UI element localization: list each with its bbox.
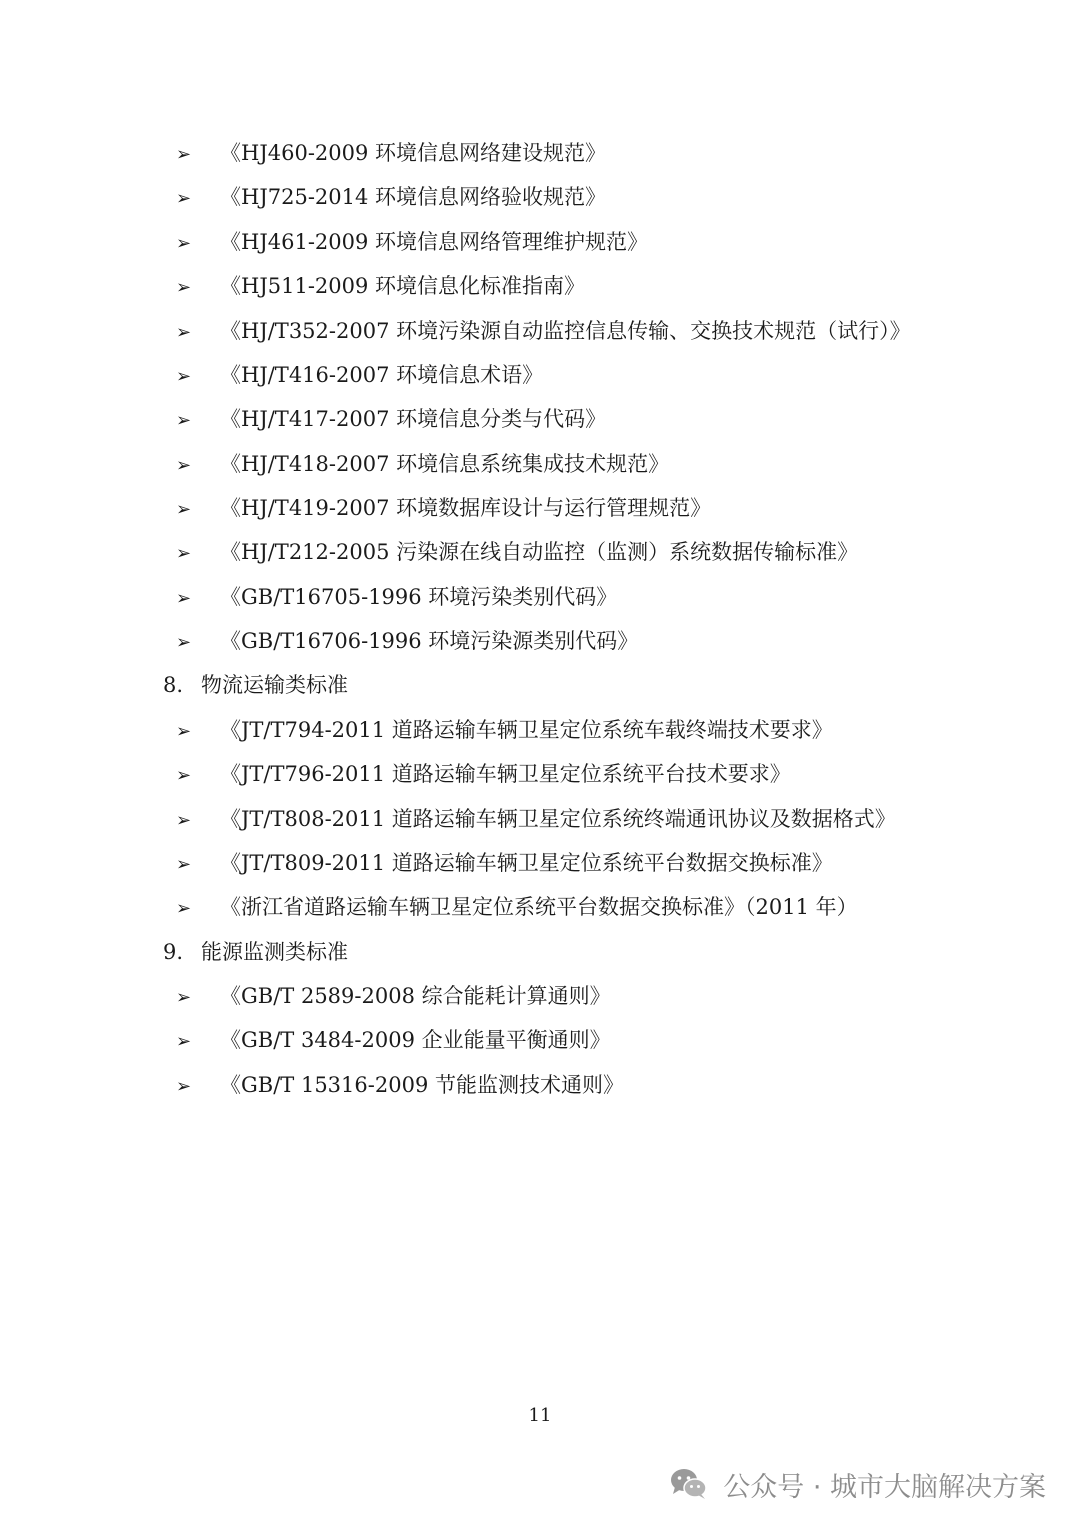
- watermark: [669, 1462, 1046, 1506]
- list-item: [176, 892, 858, 922]
- bullet-arrow-icon: ➢: [176, 366, 192, 387]
- section-number: 9.: [163, 940, 184, 964]
- bullet-arrow-icon: ➢: [176, 455, 192, 476]
- bullet-arrow-icon: ➢: [176, 188, 192, 209]
- page-number: 11: [528, 1405, 552, 1426]
- list-item-text: 《GB/T 3484-2009 企业能量平衡通则》: [220, 1028, 611, 1052]
- section-title: 能源监测类标准: [201, 940, 348, 964]
- list-item: [176, 626, 638, 656]
- list-item: [176, 316, 911, 346]
- bullet-arrow-icon: ➢: [176, 765, 192, 786]
- list-item: [176, 582, 617, 612]
- list-item: [176, 804, 896, 834]
- list-item-text: 《浙江省道路运输车辆卫星定位系统平台数据交换标准》（2011 年）: [220, 895, 858, 919]
- section-number: 8.: [163, 673, 184, 697]
- list-item-text: 《HJ/T352-2007 环境污染源自动监控信息传输、交换技术规范（试行）》: [220, 319, 911, 343]
- list-item: [176, 404, 606, 434]
- list-item: [176, 1025, 611, 1055]
- list-item-text: 《HJ461-2009 环境信息网络管理维护规范》: [220, 230, 649, 254]
- list-item: [176, 493, 711, 523]
- list-item-text: 《GB/T 15316-2009 节能监测技术通则》: [220, 1073, 624, 1097]
- list-item-text: 《HJ/T417-2007 环境信息分类与代码》: [220, 407, 607, 431]
- bullet-arrow-icon: ➢: [176, 810, 192, 831]
- list-item-text: 《JT/T796-2011 道路运输车辆卫星定位系统平台技术要求》: [220, 762, 791, 786]
- bullet-arrow-icon: ➢: [176, 1076, 192, 1097]
- bullet-arrow-icon: ➢: [176, 233, 192, 254]
- list-item: [176, 360, 543, 390]
- bullet-arrow-icon: ➢: [176, 1031, 192, 1052]
- list-item: [176, 271, 585, 301]
- bullet-arrow-icon: ➢: [176, 543, 192, 564]
- bullet-arrow-icon: ➢: [176, 277, 192, 298]
- list-item-text: 《GB/T16706-1996 环境污染源类别代码》: [220, 629, 639, 653]
- list-item-text: 《GB/T 2589-2008 综合能耗计算通则》: [220, 984, 611, 1008]
- bullet-arrow-icon: ➢: [176, 588, 192, 609]
- list-item-text: 《JT/T794-2011 道路运输车辆卫星定位系统车载终端技术要求》: [220, 718, 833, 742]
- section-heading: [163, 670, 348, 700]
- bullet-arrow-icon: ➢: [176, 632, 192, 653]
- bullet-arrow-icon: ➢: [176, 410, 192, 431]
- list-item-text: 《JT/T808-2011 道路运输车辆卫星定位系统终端通讯协议及数据格式》: [220, 807, 896, 831]
- bullet-arrow-icon: ➢: [176, 987, 192, 1008]
- list-item-text: 《HJ725-2014 环境信息网络验收规范》: [220, 185, 607, 209]
- bullet-arrow-icon: ➢: [176, 499, 192, 520]
- bullet-arrow-icon: ➢: [176, 898, 192, 919]
- list-item-text: 《HJ460-2009 环境信息网络建设规范》: [220, 141, 607, 165]
- bullet-arrow-icon: ➢: [176, 144, 192, 165]
- list-item-text: 《JT/T809-2011 道路运输车辆卫星定位系统平台数据交换标准》: [220, 851, 833, 875]
- wechat-icon: [669, 1467, 709, 1501]
- list-item: [176, 715, 833, 745]
- list-item-text: 《HJ/T418-2007 环境信息系统集成技术规范》: [220, 452, 670, 476]
- list-item: [176, 227, 648, 257]
- list-item: [176, 759, 791, 789]
- list-item-text: 《HJ/T419-2007 环境数据库设计与运行管理规范》: [220, 496, 712, 520]
- section-heading: [163, 937, 348, 967]
- watermark-text: 公众号 · 城市大脑解决方案: [723, 1471, 1046, 1503]
- list-item: [176, 981, 611, 1011]
- list-item: [176, 1070, 624, 1100]
- list-item-text: 《HJ/T416-2007 环境信息术语》: [220, 363, 544, 387]
- list-item: [176, 848, 833, 878]
- list-item-text: 《GB/T16705-1996 环境污染类别代码》: [220, 585, 618, 609]
- list-item: [176, 537, 858, 567]
- list-item: [176, 138, 606, 168]
- list-item: [176, 182, 606, 212]
- list-item-text: 《HJ511-2009 环境信息化标准指南》: [220, 274, 586, 298]
- section-title: 物流运输类标准: [201, 673, 348, 697]
- bullet-arrow-icon: ➢: [176, 854, 192, 875]
- list-item: [176, 449, 669, 479]
- bullet-arrow-icon: ➢: [176, 322, 192, 343]
- bullet-arrow-icon: ➢: [176, 721, 192, 742]
- list-item-text: 《HJ/T212-2005 污染源在线自动监控（监测）系统数据传输标准》: [220, 540, 859, 564]
